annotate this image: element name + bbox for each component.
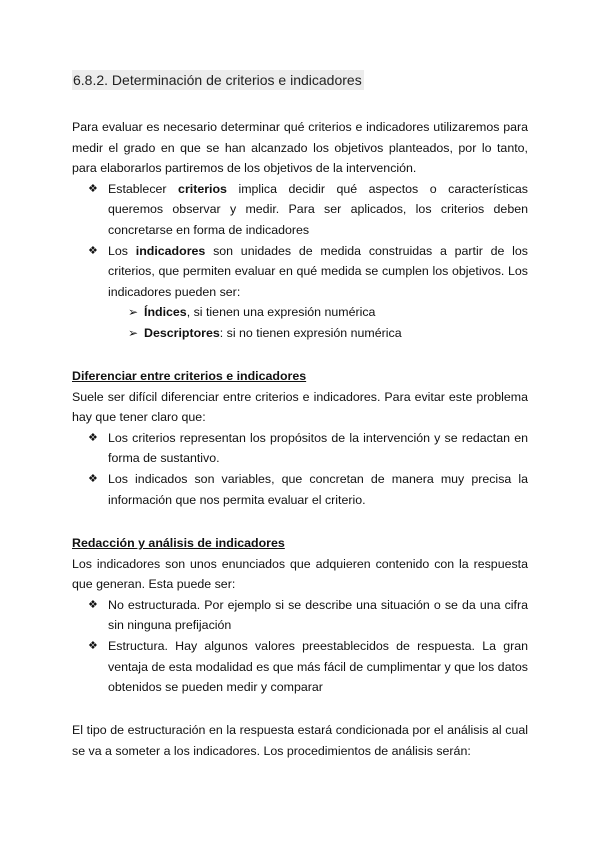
item-text-pre: Establecer [108, 181, 179, 196]
definitions-list [72, 179, 528, 344]
item-text: Los criterios representan los propósitos de la intervención y se redactan en forma de sustantivo. [108, 430, 528, 466]
section-title-redaction: Redacción y análisis de indicadores [72, 536, 285, 550]
diamond-bullet-icon: ❖ [88, 598, 98, 611]
term-indices: Índices [144, 305, 187, 320]
list-item-indicadores [72, 241, 528, 303]
item-text-post: , si tienen una expresión numérica [186, 305, 376, 320]
term-descriptores: Descriptores [144, 325, 220, 340]
list-item-criterios [72, 179, 528, 241]
sublist-item-descriptores [72, 323, 528, 344]
arrow-bullet-icon: ➢ [128, 305, 139, 320]
item-text: Estructura. Hay algunos valores preestablecidos de respuesta. La gran ventaja de esta modalidad es que más fácil de cumplimentar y que los datos obtenidos se pueden medir y comparar [108, 638, 528, 695]
intro-block [72, 117, 528, 344]
redaction-paragraph: Los indicadores son unos enunciados que adquieren contenido con la respuesta que generan. Esta puede ser: [72, 556, 528, 592]
diamond-bullet-icon: ❖ [88, 244, 98, 257]
sublist-item-indices [72, 302, 528, 323]
list-item [72, 428, 528, 469]
item-text-post: son unidades de medida construidas a partir de los criterios, que permiten evaluar en qué medida se cumplen los objetivos. Los indicadores pueden ser: [108, 243, 529, 299]
list-item [72, 595, 528, 636]
diamond-bullet-icon: ❖ [88, 639, 98, 652]
section-title-differentiate: Diferenciar entre criterios e indicadores [72, 369, 307, 383]
list-item [72, 636, 528, 698]
section-differentiate [72, 366, 528, 510]
diamond-bullet-icon: ❖ [88, 472, 98, 485]
arrow-bullet-icon: ➢ [128, 325, 139, 340]
item-text: No estructurada. Por ejemplo si se describe una situación o se da una cifra sin ninguna prefijación [108, 597, 528, 633]
differentiate-list [72, 428, 528, 510]
item-text-post: implica decidir qué aspectos o características queremos observar y medir. Para ser aplicados, los criterios deben concretarse en forma de indicadores [108, 181, 529, 237]
differentiate-paragraph: Suele ser difícil diferenciar entre criterios e indicadores. Para evitar este problema hay que tener claro que: [72, 389, 528, 425]
intro-paragraph: Para evaluar es necesario determinar qué criterios e indicadores utilizaremos para medir el grado en que se han alcanzado los objetivos planteados, por lo tanto, para elaborarlos partiremos de los objetivos de la intervención. [72, 120, 528, 176]
closing-paragraph: El tipo de estructuración en la respuesta estará condicionada por el análisis al cual se va a someter a los indicadores. Los procedimientos de análisis serán: [72, 723, 528, 758]
section-redaction [72, 533, 528, 698]
term-indicadores: indicadores [135, 243, 206, 258]
diamond-bullet-icon: ❖ [88, 431, 98, 444]
term-criterios: criterios [178, 181, 227, 196]
list-item [72, 469, 528, 510]
item-text-post: : si no tienen expresión numérica [219, 325, 402, 340]
diamond-bullet-icon: ❖ [88, 182, 98, 195]
section-heading: 6.8.2. Determinación de criterios e indicadores [73, 72, 362, 88]
item-text-pre: Los [108, 243, 136, 258]
redaction-list [72, 595, 528, 698]
item-text: Los indicados son variables, que concretan de manera muy precisa la información que nos permita evaluar el criterio. [108, 471, 528, 507]
closing-block [72, 720, 528, 761]
